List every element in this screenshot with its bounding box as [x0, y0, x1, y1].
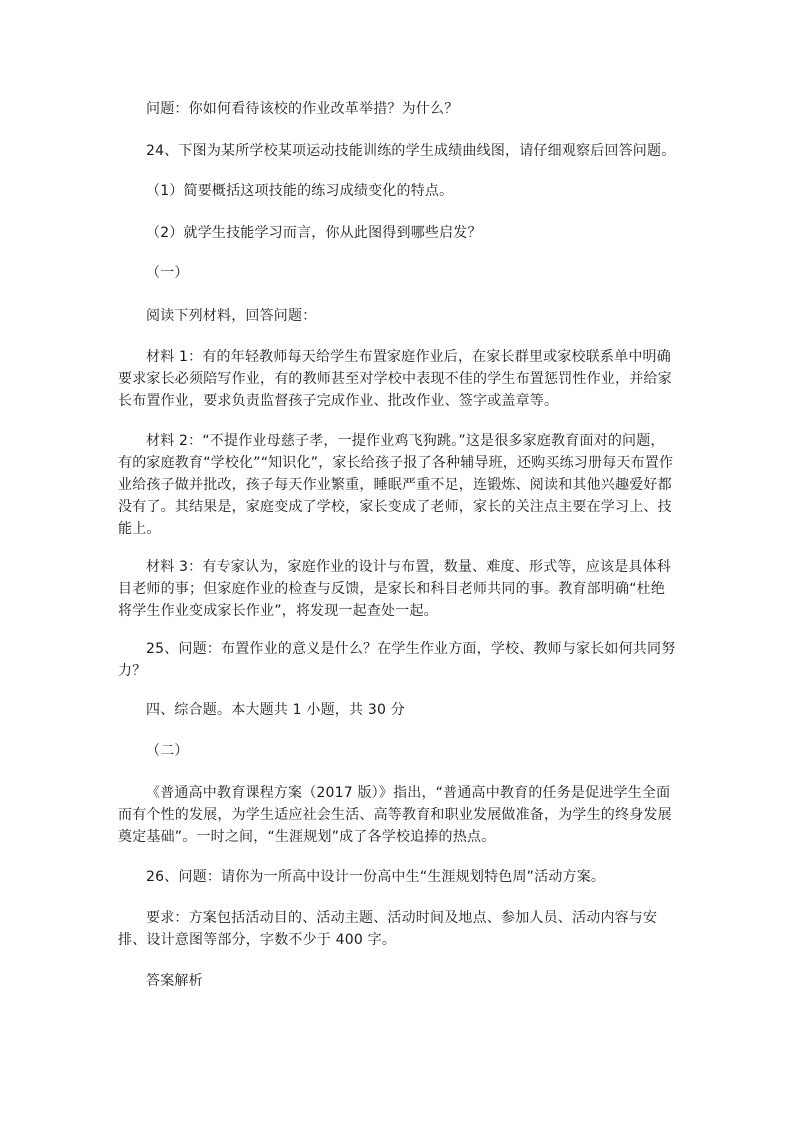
question-24-sub-2: （2）就学生技能学习而言，你从此图得到哪些启发？ [146, 225, 482, 241]
question-25: 25、问题：布置作业的意义是什么？在学生作业方面，学校、教师与家长如何共同努力？ [118, 641, 676, 679]
material-3: 材料 3：有专家认为，家庭作业的设计与布置，数量、难度、形式等，应该是具体科目老师的事；但家庭作业的检查与反馈，是家长和科目老师共同的事。教育部明确“杜绝将学生作业变成家长作业”，将发现一起查处一起。 [118, 559, 671, 619]
section-two-heading: （二） [146, 743, 189, 759]
material-1: 材料 1：有的年轻教师每天给学生布置家庭作业后，在家长群里或家校联系单中明确要求家长必须陪写作业，有的教师甚至对学校中表现不佳的学生布置惩罚性作业，并给家长布置作业，要求负责监督孩子完成作业、批改作业、签字或盖章等。 [118, 349, 672, 409]
answer-analysis-heading: 答案解析 [146, 973, 203, 989]
question-opinion: 问题：你如何看待该校的作业改革举措？为什么？ [146, 101, 459, 117]
question-24: 24、下图为某所学校某项运动技能训练的学生成绩曲线图，请仔细观察后回答问题。 [146, 143, 676, 159]
question-26-requirement: 要求：方案包括活动目的、活动主题、活动时间及地点、参加人员、活动内容与安排、设计意图等部分，字数不少于 400 字。 [118, 910, 658, 948]
section-one-heading: （一） [146, 265, 189, 281]
material-2: 材料 2：“不提作业母慈子孝，一提作业鸡飞狗跳。”这是很多家庭教育面对的问题，有的家庭教育“学校化”“知识化”，家长给孩子报了各种辅导班，还购买练习册每天布置作业给孩子做并批改，孩子每天作业繁重，睡眠严重不足，连锻炼、阅读和其他兴趣爱好都没有了。其结果是，家庭变成了学校，家长变成了老师，家长的关注点主要在学习上、技能上。 [118, 433, 674, 537]
question-24-sub-1: （1）简要概括这项技能的练习成绩变化的特点。 [146, 183, 454, 199]
reading-instruction: 阅读下列材料，回答问题： [146, 308, 317, 324]
curriculum-passage: 《普通高中教育课程方案（2017 版）》指出，“普通高中教育的任务是促进学生全面而有个性的发展，为学生适应社会生活、高等教育和职业发展做准备，为学生的终身发展奠定基础”。一时之间，“生涯规划”成了各学校追捧的热点。 [118, 785, 672, 845]
question-26: 26、问题：请你为一所高中设计一份高中生“生涯规划特色周”活动方案。 [146, 869, 606, 885]
section-four-heading: 四、综合题。本大题共 1 小题，共 30 分 [146, 702, 405, 718]
